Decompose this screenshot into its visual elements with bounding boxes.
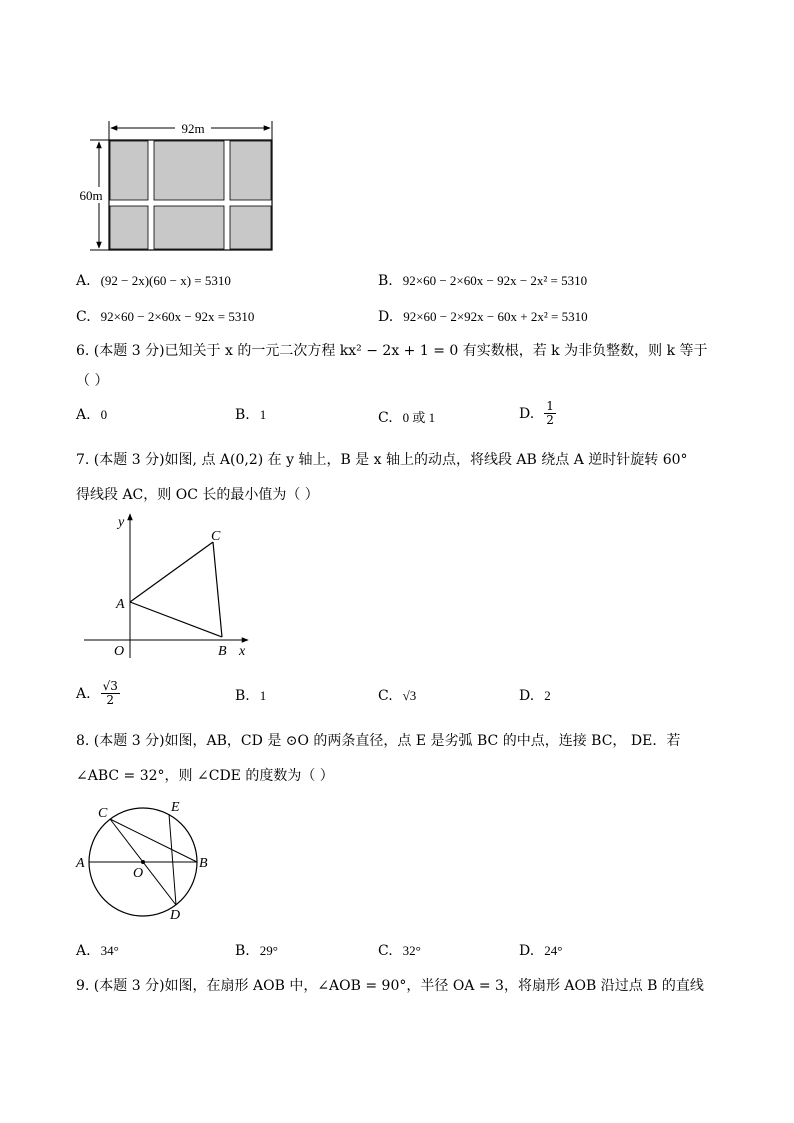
chord-bc [110, 819, 197, 862]
option-label: C. [76, 309, 91, 325]
label-c: C [98, 806, 108, 821]
option-text: 29° [259, 943, 278, 958]
option-label: D. [519, 405, 535, 422]
question-6-blank: （ ） [76, 373, 109, 389]
option-label: A. [76, 407, 91, 423]
option-label: C. [378, 943, 393, 959]
plot [154, 141, 224, 200]
label-y: y [118, 515, 125, 530]
option-label: B. [235, 943, 250, 959]
option-d[interactable] [378, 309, 588, 325]
label-o: O [133, 866, 144, 881]
question-9-stem: 9. (本题 3 分)如图，在扇形 AOB 中，∠AOB = 90°，半径 OA = 3，将扇形 AOB 沿过点 B 的直线 [76, 978, 704, 994]
label-d: D [170, 908, 181, 923]
q8-figure [72, 795, 222, 930]
chord-de [169, 814, 176, 905]
q8-option-c[interactable] [378, 943, 421, 959]
q6-option-d[interactable] [519, 400, 556, 427]
label-a: A [76, 856, 85, 871]
fraction [544, 400, 556, 427]
option-text: 0 或 1 [402, 410, 436, 425]
option-text: √3 [402, 688, 417, 703]
plot [154, 206, 224, 249]
option-label: C. [378, 688, 393, 704]
segment-ac [130, 542, 213, 602]
option-text: 92×60 − 2×60x − 92x = 5310 [100, 309, 255, 324]
q8-option-a[interactable] [76, 943, 119, 959]
question-8-stem-cont: ∠ABC = 32°，则 ∠CDE 的度数为（ ） [76, 768, 334, 784]
option-text: 32° [402, 943, 421, 958]
plot [230, 141, 271, 200]
plot [230, 206, 271, 249]
option-text: 0 [100, 407, 108, 422]
park-figure [70, 115, 285, 260]
option-label: B. [235, 688, 250, 704]
plot [110, 141, 148, 200]
option-label: A. [76, 943, 91, 959]
segment-bc [213, 542, 222, 637]
plot [110, 206, 148, 249]
option-label: B. [378, 273, 393, 289]
question-6-stem: 6. (本题 3 分)已知关于 x 的一元二次方程 kx² − 2x + 1 = 0 有实数根，若 k 为非负整数，则 k 等于 [76, 343, 708, 359]
option-label: C. [378, 410, 393, 426]
option-label: B. [235, 407, 250, 423]
center-dot [141, 860, 145, 864]
label-b: B [199, 856, 208, 871]
option-text: 92×60 − 2×60x − 92x − 2x² = 5310 [402, 273, 588, 288]
label-c: C [211, 529, 221, 544]
label-o: O [114, 644, 125, 659]
q6-option-b[interactable] [235, 407, 266, 423]
label-x: x [239, 644, 246, 659]
option-label: D. [519, 688, 535, 704]
question-7-stem-cont: 得线段 AC，则 OC 长的最小值为（ ） [76, 487, 319, 503]
fraction-numerator: √3 [102, 679, 118, 693]
q7-option-a[interactable] [76, 680, 120, 707]
option-label: D. [519, 943, 535, 959]
option-text: 1 [259, 688, 267, 703]
option-text: 1 [259, 407, 267, 422]
option-text: (92 − 2x)(60 − x) = 5310 [100, 273, 231, 288]
option-text: 92×60 − 2×92x − 60x + 2x² = 5310 [403, 309, 588, 324]
option-text: 24° [544, 943, 563, 958]
label-e: E [171, 800, 180, 815]
q8-option-d[interactable] [519, 943, 562, 959]
q6-option-a[interactable] [76, 407, 107, 423]
segment-ab [130, 602, 222, 637]
option-label: A. [76, 685, 91, 702]
q8-option-b[interactable] [235, 943, 278, 959]
q6-option-c[interactable] [378, 407, 435, 426]
label-b: B [218, 644, 227, 659]
fraction-denominator: 2 [106, 693, 115, 708]
fraction-numerator: 1 [546, 399, 554, 413]
label-a: A [116, 597, 125, 612]
question-8-stem: 8. (本题 3 分)如图，AB，CD 是 ⊙O 的两条直径，点 E 是劣弧 BC 的中点，连接 BC， DE．若 [76, 733, 681, 749]
option-a[interactable] [76, 273, 231, 289]
q7-option-c[interactable] [378, 688, 416, 704]
q7-option-b[interactable] [235, 688, 266, 704]
q7-option-d[interactable] [519, 688, 551, 704]
option-text: 34° [100, 943, 119, 958]
q7-figure [78, 510, 258, 660]
option-label: A. [76, 273, 91, 289]
option-c[interactable] [76, 309, 254, 325]
fraction-denominator: 2 [546, 413, 554, 428]
option-label: D. [378, 309, 394, 325]
option-text: 2 [544, 688, 551, 703]
option-b[interactable] [378, 273, 587, 289]
fraction [101, 680, 120, 707]
question-7-stem: 7. (本题 3 分)如图, 点 A(0,2) 在 y 轴上，B 是 x 轴上的动点，将线段 AB 绕点 A 逆时针旋转 60° [76, 452, 688, 468]
width-label: 92m [181, 121, 205, 136]
height-label: 60m [79, 188, 103, 203]
